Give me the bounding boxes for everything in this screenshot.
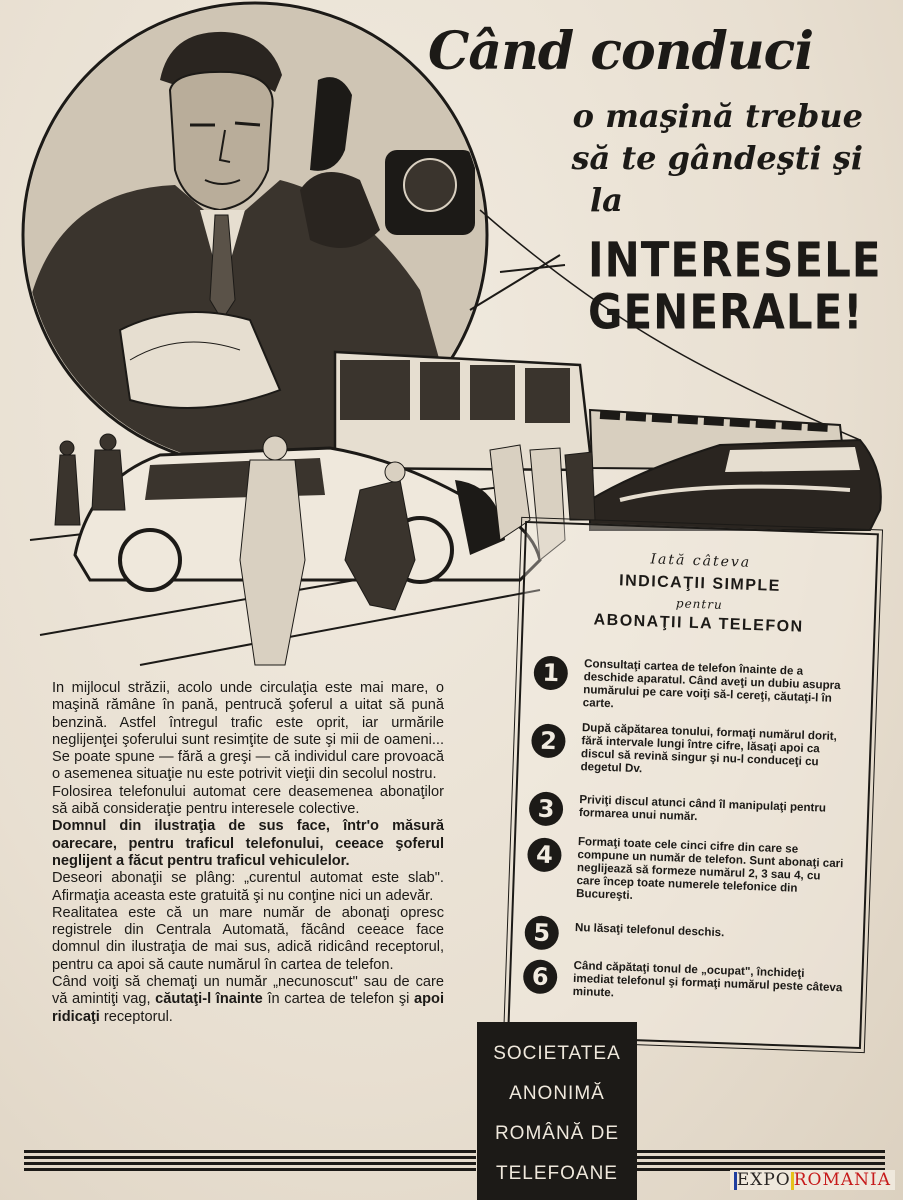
- watermark: [730, 1170, 895, 1190]
- tips-box: [507, 521, 879, 1049]
- headline-big2: GENERALE!: [588, 283, 864, 341]
- body-paragraph-1: In mijlocul străzii, acolo unde circulaţia este mai mare, o maşină rămâne în pană, pentrucă şoferul a uitat să pună benzină. Astfel întregul trafic este oprit, iar urmările neglijenţei şoferului sunt resimţite de sute şi mii de oameni... Se poate spune — fără a greşi — că individul care provoacă o asemenea situaţie nu este potrivit vieţii din secolul nostru.: [52, 680, 444, 783]
- body-paragraph-4: Deseori abonaţii se plâng: „curentul automat este slab". Afirmaţia aceasta este gratuită şi nu conţine nici un adevăr.: [52, 870, 444, 904]
- body-paragraph-5: Realitatea este că un mare număr de abonaţi opresc registrele din Centrala Automată, făcând ceeace face domnul din ilustraţia de mai sus, adică ridicând receptorul, pentru ca apoi să caute numărul în cartea de telefon.: [52, 904, 444, 973]
- tip-number: 1: [533, 655, 568, 690]
- tip-text: Nu lăsaţi telefonul deschis.: [574, 920, 725, 940]
- body-paragraph-6: [52, 974, 444, 1026]
- headline-line4: la: [590, 181, 623, 219]
- tips-for: pentru: [675, 596, 723, 612]
- body-p6-a: Când voiţi să chemaţi un număr „necunoscut" sau de care vă amintiţi vag,: [52, 974, 444, 1008]
- body-p6-e: receptorul.: [99, 1008, 173, 1025]
- tip-text: Când căpătaţi tonul de „ocupat", închideţi imediat telefonul şi formaţi numărul peste câteva minute.: [572, 958, 843, 1000]
- tip-text: Priviţi discul atunci când îl manipulaţi pentru formarea unui număr.: [578, 793, 827, 824]
- company-line-4: TELEFOANE: [496, 1163, 618, 1184]
- decorative-stripes-left: [24, 1150, 476, 1174]
- tips-subtitle: ABONAŢII LA TELEFON: [593, 611, 804, 636]
- tip-number: 3: [528, 791, 563, 826]
- company-block: [477, 1022, 637, 1200]
- company-line-1: SOCIETATEA: [493, 1043, 621, 1064]
- tip-number: 5: [524, 915, 559, 950]
- tips-intro: Iată câteva: [650, 551, 752, 571]
- body-p6-b: căutaţi-l înainte: [155, 991, 263, 1008]
- watermark-left: EXPO: [736, 1170, 791, 1190]
- body-p6-d: apoi ridicaţi: [52, 991, 445, 1025]
- tip-text: După căpătarea tonului, formaţi numărul dorit, fără intervale lungi între cifre, lăsaţi apoi ca discul să revină singur şi nu-l conduceţi cu degetul Dv.: [580, 721, 838, 776]
- watermark-right: ROMANIA: [793, 1170, 891, 1190]
- body-paragraph-2: Folosirea telefonului automat cere deasemenea abonaţilor să aibă consideraţie pentru interesele colective.: [52, 783, 444, 818]
- tip-text: Formaţi toate cele cinci cifre din care se compune un număr de telefon. Sunt abonaţi cari neglijează să formeze numărul 2, 3 sau 4, cu care încep toate numerele telefonice din Bucureşti.: [575, 835, 844, 902]
- company-line-2: ANONIMĂ: [509, 1083, 605, 1104]
- tip-number: 4: [527, 837, 562, 872]
- body-paragraph-3-bold: Domnul din ilustraţia de sus face, într'o măsură oarecare, pentru traficul telefonului, ceeace şoferul neglijent a făcut pentru traficul vehiculelor.: [52, 818, 444, 869]
- headline-title: Când conduci: [428, 21, 814, 82]
- body-p6-c: în cartea de telefon şi: [262, 991, 415, 1008]
- tip-text: Consultaţi cartea de telefon înainte de a deschide aparatul. Când aveţi un dubiu asupra numărului pe care voiţi să-l cereţi, căutaţi-l în carte.: [582, 657, 841, 711]
- tip-number: 2: [531, 723, 566, 758]
- headline-big1: INTERESELE: [588, 231, 882, 289]
- tip-number: 6: [523, 959, 558, 994]
- company-line-3: ROMÂNĂ DE: [494, 1123, 620, 1144]
- headline-line2: o maşină trebue: [572, 97, 863, 135]
- body-copy: [52, 680, 444, 1026]
- tips-title: INDICAŢII SIMPLE: [618, 572, 782, 595]
- body-paragraph-3: [52, 818, 444, 870]
- headline-line3: să te gândeşti şi: [571, 139, 863, 177]
